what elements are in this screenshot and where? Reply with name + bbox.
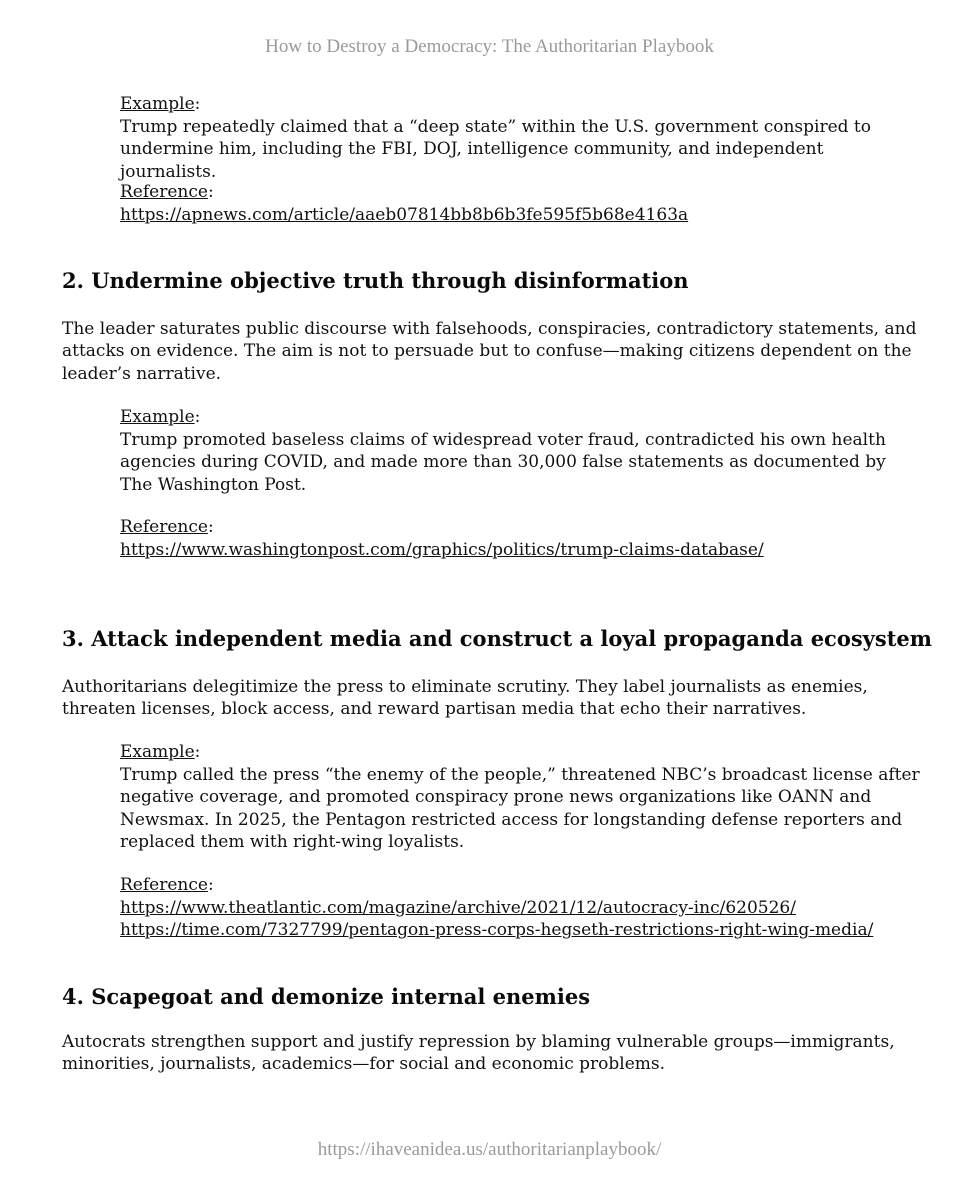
section-heading: 4. Scapegoat and demonize internal enemies — [62, 984, 591, 1009]
example-label: Example — [120, 94, 195, 114]
example-text: Trump repeatedly claimed that a “deep state” within the U.S. government conspired to undermine him, including the FBI, DOJ, intelligence community, and independent journalists. — [120, 117, 871, 182]
example-block: Example: — [120, 407, 201, 427]
section-body: The leader saturates public discourse with falsehoods, conspiracies, contradictory statements, and attacks on evidence. The aim is not to persuade but to confuse—making citizens dependent on the leader’s narrative. — [62, 319, 917, 384]
example-label: Example — [120, 407, 195, 427]
reference-label: Reference — [120, 875, 208, 895]
example-text: Trump called the press “the enemy of the people,” threatened NBC’s broadcast license after negative coverage, and promoted conspiracy prone news organizations like OANN and Newsmax. In 2025, the Pentagon restricted access for longstanding defense reporters and replaced them with right-wing loyalists. — [120, 765, 920, 853]
reference-link[interactable]: https://www.washingtonpost.com/graphics/politics/trump-claims-database/ — [120, 540, 764, 560]
section-body: Authoritarians delegitimize the press to eliminate scrutiny. They label journalists as enemies, threaten licenses, block access, and reward partisan media that echo their narratives. — [62, 677, 868, 720]
example-label: Example — [120, 742, 195, 762]
page-footer-url[interactable]: https://ihaveanidea.us/authoritarianplaybook/ — [317, 1139, 662, 1160]
reference-block: Reference: — [120, 182, 214, 202]
example-text: Trump promoted baseless claims of widespread voter fraud, contradicted his own health agencies during COVID, and made more than 30,000 false statements as documented by The Washington Post. — [120, 430, 886, 495]
reference-block: Reference: — [120, 517, 214, 537]
reference-link[interactable]: https://time.com/7327799/pentagon-press-corps-hegseth-restrictions-right-wing-media/ — [120, 920, 874, 941]
section-heading: 2. Undermine objective truth through disinformation — [62, 268, 689, 293]
reference-block: Reference: — [120, 875, 214, 895]
section-heading: 3. Attack independent media and construct a loyal propaganda ecosystem — [62, 626, 932, 651]
reference-link[interactable]: https://apnews.com/article/aaeb07814bb8b6b3fe595f5b68e4163a — [120, 205, 689, 225]
page-header-title: How to Destroy a Democracy: The Authoritarian Playbook — [265, 36, 714, 57]
reference-label: Reference — [120, 182, 208, 202]
reference-link[interactable]: https://www.theatlantic.com/magazine/archive/2021/12/autocracy-inc/620526/ — [120, 898, 796, 918]
section-body: Autocrats strengthen support and justify repression by blaming vulnerable groups—immigrants, minorities, journalists, academics—for social and economic problems. — [62, 1032, 895, 1075]
example-block: Example: — [120, 742, 201, 762]
example-block: Example: — [120, 94, 201, 114]
reference-label: Reference — [120, 517, 208, 537]
